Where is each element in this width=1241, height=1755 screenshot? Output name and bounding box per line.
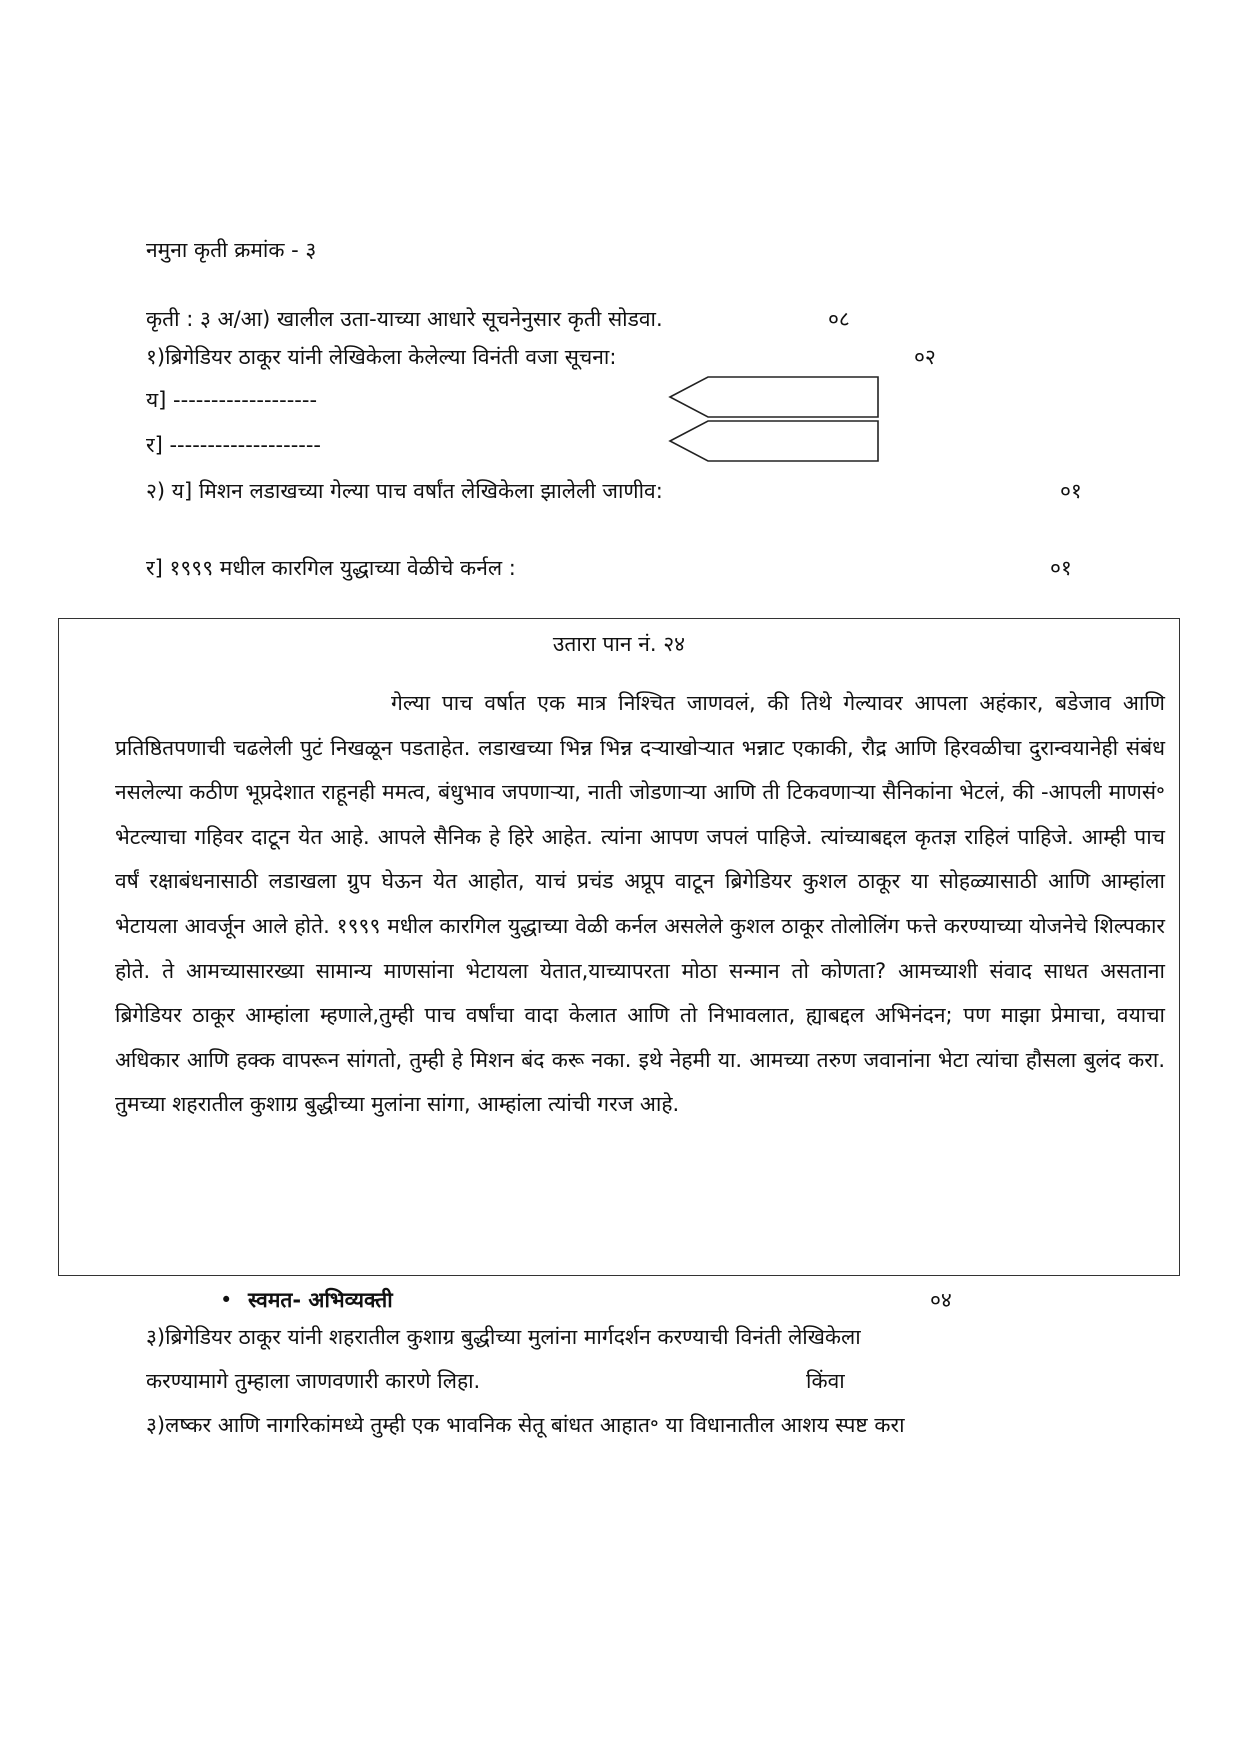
answer-blank-ya: य] ------------------- [146,388,318,412]
passage-text: गेल्या पाच वर्षात एक मात्र निश्चित जाणवलं, की तिथे गेल्यावर आपला अहंकार, बडेजाव आणि प्रतिष्ठितपणाची चढलेली पुटं निखळून पडताहेत. लडाखच्या भिन्न भिन्न दऱ्याखोऱ्यात भन्नाट एकाकी, रौद्र आणि हिरवळीचा दुरान्वयानेही संबंध नसलेल्या कठीण भूप्रदेशात राहूनही ममत्व, बंधुभाव जपणाऱ्या, नाती जोडणाऱ्या आणि ती टिकवणाऱ्या सैनिकांना भेटलं, की -आपली माणसं॰ भेटल्याचा गहिवर दाटून येत आहे. आपले सैनिक हे हिरे आहेत. त्यांना आपण जपलं पाहिजे. त्यांच्याबद्दल कृतज्ञ राहिलं पाहिजे. आम्ही पाच वर्षं रक्षाबंधनासाठी लडाखला ग्रुप घेऊन येत आहोत, याचं प्रचंड अप्रूप वाटून ब्रिगेडियर कुशल ठाकूर या सोहळ्यासाठी आणि आम्हांला भेटायला आवर्जून आले होते. १९९९ मधील कारगिल युद्धाच्या वेळी कर्नल असलेले कुशल ठाकूर तोलोलिंग फत्ते करण्याच्या योजनेचे शिल्पकार होते. ते आमच्यासारख्या सामान्य माणसांना भेटायला येतात,याच्यापरता मोठा सन्मान तो कोणता? आमच्याशी संवाद साधत असताना ब्रिगेडियर ठाकूर आम्हांला म्हणाले,तुम्ही पाच वर्षांचा वादा केलात आणि तो निभावलात, ह्याबद्दल अभिनंदन; पण माझा प्रेमाचा, वयाचा अधिकार आणि हक्क वापरून सांगतो, तुम्ही हे मिशन बंद करू नका. इथे नेहमी या. आमच्या तरुण जवानांना भेटा त्यांचा हौसला बुलंद करा. तुमच्या शहरातील कुशाग्र बुद्धीच्या मुलांना सांगा, आम्हांला त्यांची गरज आहे. [115,691,1165,1117]
bullet-icon: • [220,1288,233,1312]
question-3b: ३)लष्कर आणि नागरिकांमध्ये तुम्ही एक भावनिक सेतू बांधत आहात॰ या विधानातील आशय स्पष्ट करा [146,1413,905,1437]
question-2a-marks: ०१ [1060,479,1082,503]
question-3a-line-2: करण्यामागे तुम्हाला जाणवणारी कारणे लिहा. [146,1369,481,1393]
passage-box [58,618,1180,1276]
question-1: १)ब्रिगेडियर ठाकूर यांनी लेखिकेला केलेल्या विनंती वजा सूचना: [146,345,617,369]
answer-blank-ra: र] -------------------- [146,433,322,457]
opinion-marks: ०४ [930,1288,952,1312]
answer-tag-box-2 [668,419,888,469]
question-1-marks: ०२ [914,345,936,369]
question-3a-line-1: ३)ब्रिगेडियर ठाकूर यांनी शहरातील कुशाग्र बुद्धीच्या मुलांना मार्गदर्शन करण्याची विनंती लेखिकेला [146,1325,861,1349]
question-2b: र] १९९९ मधील कारगिल युद्धाच्या वेळीचे कर्नल : [146,556,516,580]
answer-tag-box-1 [668,375,888,425]
or-label: किंवा [806,1369,845,1393]
passage-title: उतारा पान नं. २४ [552,632,686,656]
activity-instruction: कृती : ३ अ/आ) खालील उता-याच्या आधारे सूचनेनुसार कृती सोडवा. [146,307,663,331]
activity-marks: ०८ [828,307,850,331]
question-2b-marks: ०१ [1050,556,1072,580]
opinion-heading: स्वमत- अभिव्यक्ती [248,1288,393,1312]
page-heading: नमुना कृती क्रमांक - ३ [146,238,317,262]
question-2a: २) य] मिशन लडाखच्या गेल्या पाच वर्षांत लेखिकेला झालेली जाणीव: [146,479,663,503]
